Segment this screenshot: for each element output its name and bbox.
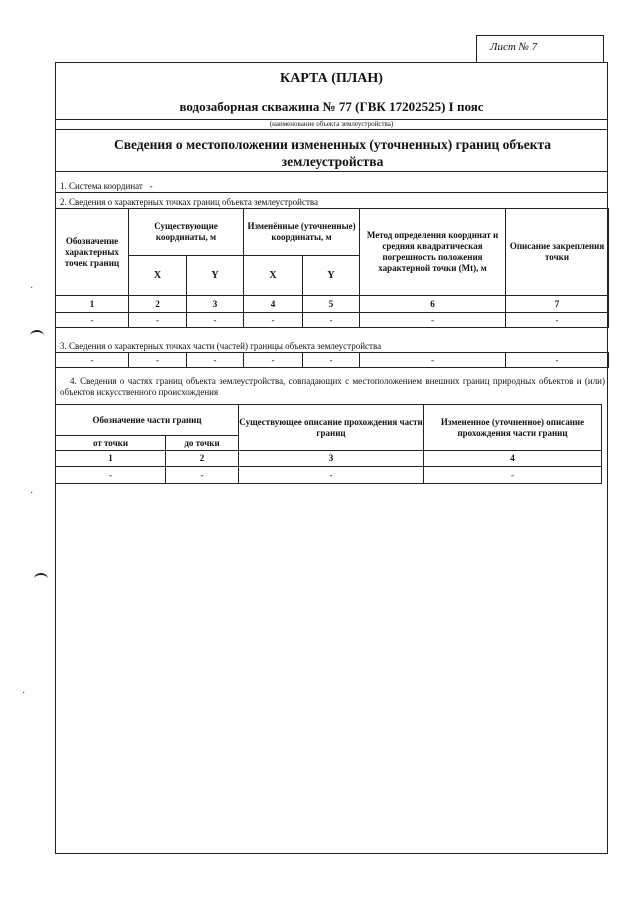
table-cell: - [129, 313, 187, 328]
document-frame [55, 62, 608, 854]
header-changed-description: Измененное (уточненное) описание прохождения части границ [424, 405, 602, 451]
table-cell: - [506, 313, 609, 328]
section2-label: 2. Сведения о характерных точках границ объекта землеустройства [60, 197, 319, 207]
sheet-number: Лист № 7 [490, 41, 538, 53]
header-part-designation: Обозначение части границ [56, 405, 239, 436]
header-changed-coords: Изменённые (уточненные) координаты, м [244, 209, 360, 256]
header-designation: Обозначение характерных точек границ [56, 209, 129, 296]
coordinate-system-label: 1. Система координат [60, 181, 143, 191]
table-cell: - [187, 313, 244, 328]
header-x: X [244, 256, 303, 296]
table-row [56, 313, 609, 328]
table-cell: - [129, 353, 187, 368]
table-cell: - [56, 313, 129, 328]
divider [56, 129, 607, 130]
margin-mark: · [22, 688, 26, 699]
document-title: КАРТА (ПЛАН) [280, 71, 383, 86]
table-cell: - [187, 353, 244, 368]
coordinate-system-row [60, 181, 153, 191]
points-table [55, 208, 609, 328]
object-name: водозаборная скважина № 77 (ГВК 17202525) I пояс [179, 99, 484, 114]
column-number: 4 [424, 451, 602, 467]
header-fixing: Описание закрепления точки [506, 209, 609, 296]
column-number: 2 [166, 451, 239, 467]
header-y: Y [187, 256, 244, 296]
table-cell: - [303, 313, 360, 328]
column-number: 1 [56, 451, 166, 467]
header-y: Y [303, 256, 360, 296]
object-name-caption: (наименование объекта землеустройства) [269, 120, 394, 128]
header-method: Метод определения координат и средняя квадратическая погрешность положения характерной точки (Mt), м [360, 209, 506, 296]
part-points-table [55, 352, 609, 368]
table-cell: - [360, 313, 506, 328]
table-row [56, 353, 609, 368]
table-cell: - [360, 353, 506, 368]
header-from-point: от точки [56, 436, 166, 451]
binding-hole-mark [34, 573, 48, 585]
margin-mark: · [30, 283, 34, 294]
divider [56, 171, 607, 172]
natural-objects-table [55, 404, 602, 484]
column-number: 6 [360, 296, 506, 313]
column-number: 2 [129, 296, 187, 313]
table-cell: - [56, 467, 166, 484]
column-number: 1 [56, 296, 129, 313]
table-row [56, 467, 602, 484]
section3-label: 3. Сведения о характерных точках части (частей) границы объекта землеустройства [60, 341, 382, 351]
column-number: 4 [244, 296, 303, 313]
margin-mark: · [30, 488, 34, 499]
column-number: 7 [506, 296, 609, 313]
table-cell: - [303, 353, 360, 368]
table-cell: - [166, 467, 239, 484]
table-cell: - [424, 467, 602, 484]
table-cell: - [56, 353, 129, 368]
column-number: 3 [239, 451, 424, 467]
coordinate-system-value: - [149, 181, 153, 191]
section-heading: Сведения о местоположении измененных (уточненных) границ объекта землеустройства [113, 137, 552, 169]
binding-hole-mark [30, 330, 44, 342]
header-to-point: до точки [166, 436, 239, 451]
header-existing-coords: Существующие координаты, м [129, 209, 244, 256]
header-x: X [129, 256, 187, 296]
section4-label: 4. Сведения о частях границ объекта землеустройства, совпадающих с местоположением внешних границ природных объектов и (или) объектов искусственного происхождения [60, 376, 605, 397]
table-cell: - [239, 467, 424, 484]
divider [56, 192, 607, 193]
table-cell: - [244, 353, 303, 368]
column-number: 5 [303, 296, 360, 313]
header-existing-description: Существующее описание прохождения части границ [239, 405, 424, 451]
column-number: 3 [187, 296, 244, 313]
table-cell: - [244, 313, 303, 328]
table-cell: - [506, 353, 609, 368]
